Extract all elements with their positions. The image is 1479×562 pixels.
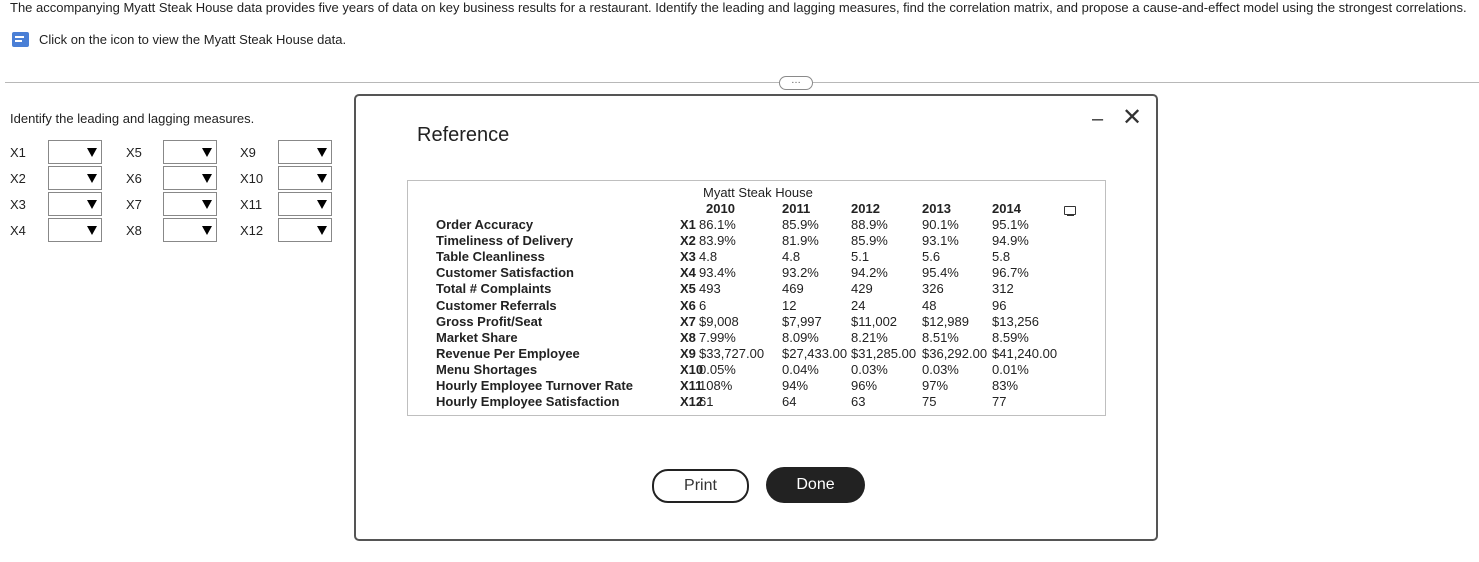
cell-value: 63 <box>851 394 866 410</box>
cell-value: 8.09% <box>782 329 819 345</box>
dropdown-arrow-icon <box>317 226 327 235</box>
dropdown-arrow-icon <box>202 200 212 209</box>
row-name: Hourly Employee Turnover Rate <box>436 378 633 393</box>
measure-dropdown[interactable] <box>48 140 102 164</box>
cell-value: 0.03% <box>922 361 959 377</box>
measure-dropdown[interactable] <box>48 192 102 216</box>
cell-value: 93.1% <box>922 233 959 249</box>
row-name: Gross Profit/Seat <box>436 313 543 329</box>
cell-value: 94.2% <box>851 265 888 281</box>
measure-label: X11 <box>240 197 263 212</box>
cell-value: 5.6 <box>922 249 941 265</box>
cell-value: 4.8 <box>782 249 801 265</box>
measure-dropdown[interactable] <box>163 192 217 216</box>
dropdown-arrow-icon <box>87 200 97 209</box>
cell-value: 94.9% <box>992 233 1029 249</box>
year-header: 2010 <box>706 201 735 216</box>
year-header: 2011 <box>782 201 811 216</box>
data-file-icon[interactable] <box>12 32 29 47</box>
cell-value: $33,727.00 <box>699 345 765 361</box>
cell-value: 88.9% <box>851 217 888 232</box>
row-code: X10 <box>680 361 704 377</box>
measure-dropdown[interactable] <box>163 218 217 242</box>
cell-value: $9,008 <box>699 313 739 329</box>
row-name: Customer Referrals <box>436 297 557 313</box>
row-code: X5 <box>680 281 696 297</box>
cell-value: 75 <box>922 394 937 410</box>
measure-dropdown[interactable] <box>278 140 332 164</box>
cell-value: 8.59% <box>992 329 1029 345</box>
reference-dialog <box>354 94 1158 541</box>
cell-value: 12 <box>782 297 797 313</box>
row-code: X9 <box>680 345 696 361</box>
cell-value: 8.51% <box>922 329 959 345</box>
cell-value: 77 <box>992 394 1007 410</box>
dropdown-arrow-icon <box>87 174 97 183</box>
row-name: Revenue Per Employee <box>436 345 580 361</box>
measure-dropdown[interactable] <box>278 192 332 216</box>
minimize-button[interactable]: – <box>1092 108 1104 130</box>
measure-label: X1 <box>10 145 26 160</box>
row-code: X3 <box>680 249 696 265</box>
cell-value: 83% <box>992 378 1019 393</box>
expand-dots-button[interactable]: … <box>779 76 813 90</box>
row-code: X7 <box>680 313 696 329</box>
row-code: X11 <box>680 378 703 393</box>
cell-value: 108% <box>699 378 733 393</box>
cell-value: 95.1% <box>992 217 1029 232</box>
close-button[interactable]: ✕ <box>1122 104 1143 131</box>
cell-value: 85.9% <box>782 217 819 232</box>
cell-value: 93.4% <box>699 265 736 281</box>
cell-value: 97% <box>922 378 949 393</box>
measure-label: X9 <box>240 145 256 160</box>
row-name: Menu Shortages <box>436 361 538 377</box>
cell-value: 493 <box>699 281 721 297</box>
cell-value: $36,292.00 <box>922 345 988 361</box>
measure-label: X8 <box>126 223 142 238</box>
cell-value: 86.1% <box>699 217 736 232</box>
cell-value: 96.7% <box>992 265 1029 281</box>
question-text: The accompanying Myatt Steak House data provides five years of data on key business results for a restaurant. Identify the leading and lagging measures, find the correlation matrix, and propose a cause-and-effect model using the strongest correlations. <box>10 0 1467 15</box>
row-name: Market Share <box>436 329 518 345</box>
year-header: 2012 <box>851 201 880 216</box>
cell-value: 96 <box>992 297 1007 313</box>
measure-label: X2 <box>10 171 26 186</box>
dropdown-arrow-icon <box>202 226 212 235</box>
cell-value: 93.2% <box>782 265 819 281</box>
data-link[interactable] <box>12 32 346 47</box>
cell-value: $11,002 <box>851 313 898 329</box>
measure-dropdown[interactable] <box>163 166 217 190</box>
cell-value: 0.04% <box>782 361 819 377</box>
year-header: 2013 <box>922 201 951 216</box>
measure-label: X4 <box>10 223 26 238</box>
cell-value: $7,997 <box>782 313 822 329</box>
measure-label: X3 <box>10 197 26 212</box>
cell-value: 85.9% <box>851 233 888 249</box>
cell-value: 48 <box>922 297 937 313</box>
measure-label: X5 <box>126 145 142 160</box>
cell-value: 24 <box>851 297 866 313</box>
measure-label: X12 <box>240 223 264 238</box>
measure-label: X7 <box>126 197 142 212</box>
cell-value: $41,240.00 <box>992 345 1058 361</box>
divider <box>5 82 1479 83</box>
measure-dropdown[interactable] <box>278 166 332 190</box>
cell-value: $31,285.00 <box>851 345 917 361</box>
cell-value: 326 <box>922 281 944 297</box>
dropdown-arrow-icon <box>87 226 97 235</box>
cell-value: 61 <box>699 394 714 410</box>
dropdown-arrow-icon <box>317 148 327 157</box>
cell-value: 83.9% <box>699 233 736 249</box>
cell-value: 81.9% <box>782 233 819 249</box>
cell-value: 95.4% <box>922 265 959 281</box>
cell-value: 0.05% <box>699 361 736 377</box>
row-code: X2 <box>680 233 696 249</box>
cell-value: 4.8 <box>699 249 718 265</box>
print-button[interactable]: Print <box>652 469 749 503</box>
year-header: 2014 <box>992 201 1021 216</box>
copy-icon[interactable] <box>1064 206 1076 215</box>
dropdown-arrow-icon <box>87 148 97 157</box>
row-code: X6 <box>680 297 696 313</box>
row-code: X1 <box>680 217 696 232</box>
cell-value: 429 <box>851 281 873 297</box>
dropdown-arrow-icon <box>317 200 327 209</box>
row-name: Hourly Employee Satisfaction <box>436 394 620 410</box>
row-code: X12 <box>680 394 704 410</box>
dropdown-arrow-icon <box>202 148 212 157</box>
measure-label: X10 <box>240 171 264 186</box>
cell-value: 64 <box>782 394 797 410</box>
measure-dropdown[interactable] <box>278 218 332 242</box>
row-name: Total # Complaints <box>436 281 552 297</box>
cell-value: 6 <box>699 297 707 313</box>
row-code: X4 <box>680 265 696 281</box>
row-name: Customer Satisfaction <box>436 265 574 281</box>
cell-value: 96% <box>851 378 878 393</box>
cell-value: 312 <box>992 281 1014 297</box>
cell-value: 469 <box>782 281 804 297</box>
cell-value: 5.1 <box>851 249 870 265</box>
row-name: Order Accuracy <box>436 217 534 232</box>
cell-value: 8.21% <box>851 329 888 345</box>
cell-value: 90.1% <box>922 217 959 232</box>
measure-label: X6 <box>126 171 142 186</box>
measure-dropdown[interactable] <box>48 166 102 190</box>
cell-value: $13,256 <box>992 313 1039 329</box>
identify-prompt: Identify the leading and lagging measures. <box>10 111 255 126</box>
row-code: X8 <box>680 329 696 345</box>
row-name: Timeliness of Delivery <box>436 233 574 249</box>
cell-value: 0.01% <box>992 361 1029 377</box>
dropdown-arrow-icon <box>202 174 212 183</box>
cell-value: 5.8 <box>992 249 1011 265</box>
table-title: Myatt Steak House <box>703 185 813 200</box>
dropdown-arrow-icon <box>317 174 327 183</box>
cell-value: 94% <box>782 378 809 393</box>
done-button[interactable]: Done <box>766 467 865 503</box>
cell-value: $12,989 <box>922 313 969 329</box>
dialog-title: Reference <box>417 124 510 146</box>
data-link-label: Click on the icon to view the Myatt Steak House data. <box>39 32 347 47</box>
measure-dropdown[interactable] <box>163 140 217 164</box>
reference-table <box>407 180 1106 416</box>
cell-value: 0.03% <box>851 361 888 377</box>
cell-value: 7.99% <box>699 329 736 345</box>
cell-value: $27,433.00 <box>782 345 848 361</box>
measure-dropdown[interactable] <box>48 218 102 242</box>
row-name: Table Cleanliness <box>436 249 545 265</box>
